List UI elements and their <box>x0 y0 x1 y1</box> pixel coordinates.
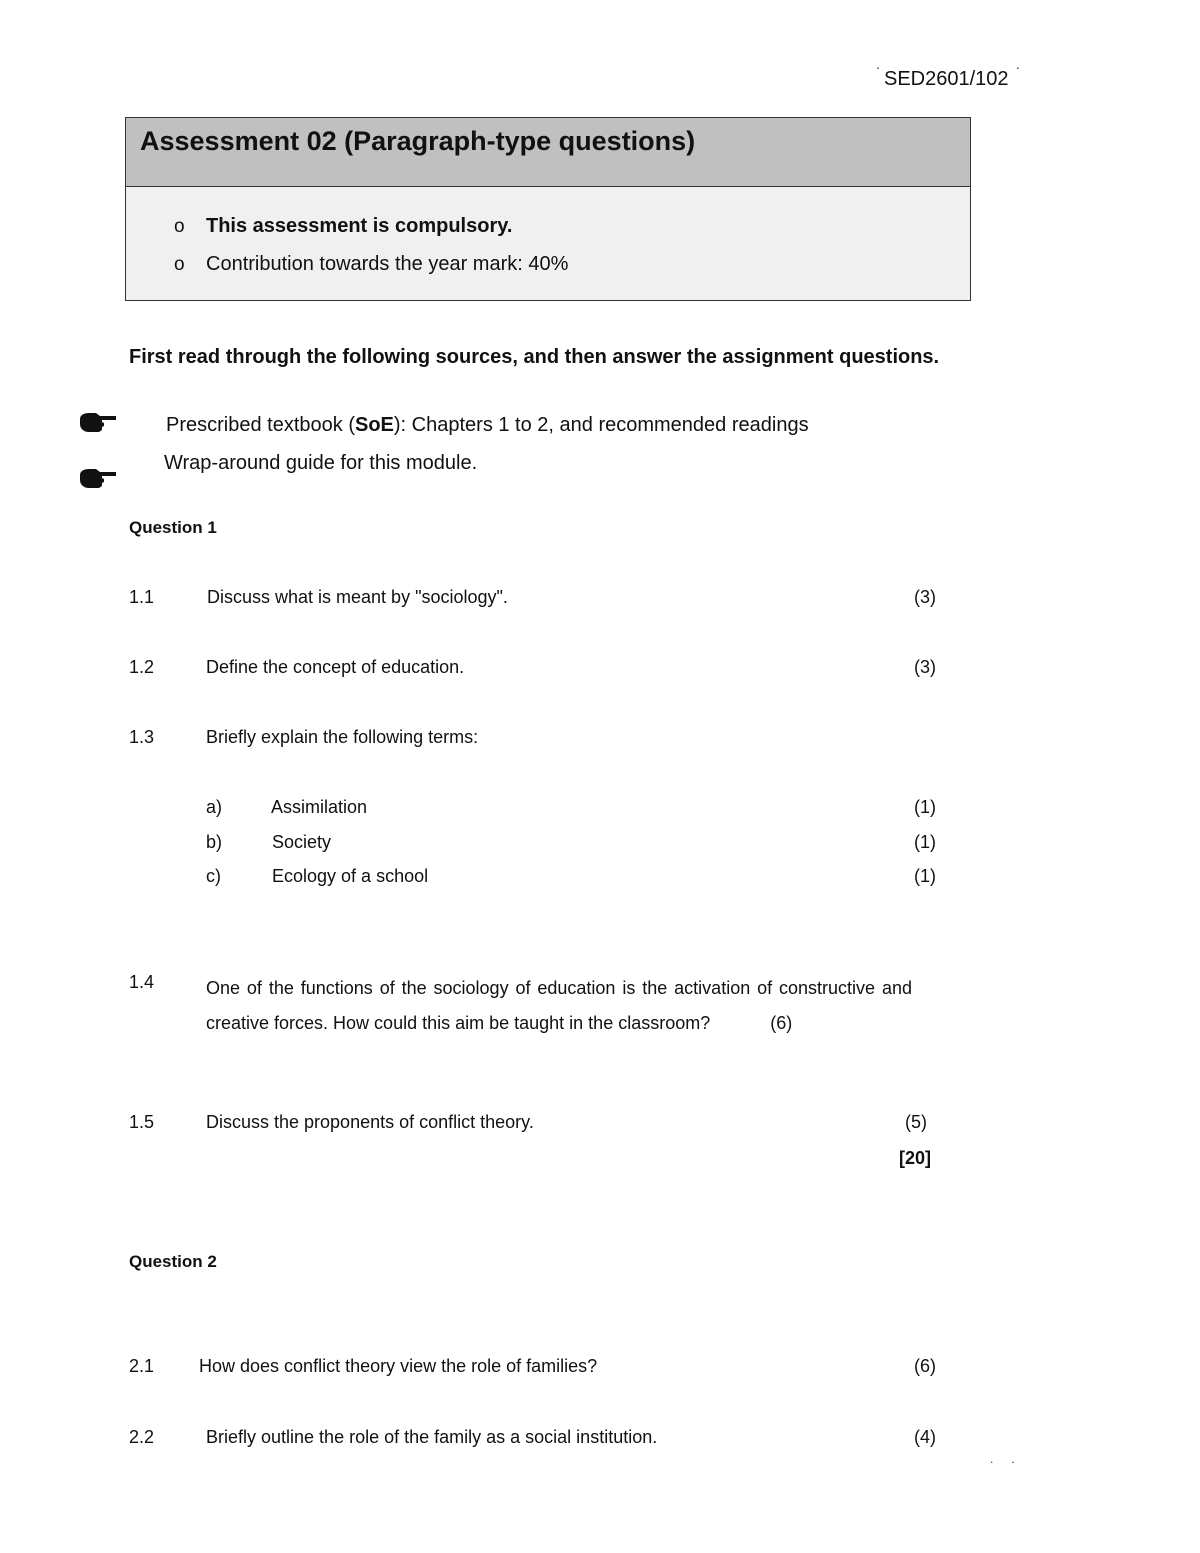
source-abbrev: SoE <box>354 414 394 436</box>
footer-marks: .. <box>990 1452 1033 1466</box>
source-text-before: Prescribed textbook ( <box>166 414 355 436</box>
source-text-after: ): Chapters 1 to 2, and recommended readings <box>393 414 809 436</box>
sub-question-letter: b) <box>206 832 223 852</box>
question-text: Briefly explain the following terms: <box>206 727 479 747</box>
pointing-hand-icon <box>78 410 118 436</box>
question-text: Define the concept of education. <box>206 657 465 677</box>
header-marks: .. <box>876 56 1156 72</box>
question-mark: (1) <box>914 832 936 852</box>
question-mark: (1) <box>914 797 936 817</box>
assessment-bullets <box>126 187 970 300</box>
instruction-text: First read through the following sources, and then answer the assignment questions. <box>129 346 940 368</box>
question-number: 1.5 <box>129 1112 155 1132</box>
bullet-marker: o <box>174 216 185 237</box>
question-text: One of the functions of the sociology of education is the activation of constructive and creative forces. How could this aim be taught in the classroom? <box>206 978 912 1033</box>
sub-question-text: Assimilation <box>271 797 368 817</box>
question-mark: (6) <box>914 1356 936 1376</box>
question-number: 1.2 <box>129 657 155 677</box>
question-1-total: [20] <box>899 1148 932 1168</box>
sub-question-text: Society <box>272 832 332 852</box>
question-1-heading: Question 1 <box>129 518 217 537</box>
bullet-compulsory <box>174 215 512 238</box>
question-mark: (1) <box>914 866 936 886</box>
source-item-guide: Wrap-around guide for this module. <box>164 452 478 474</box>
question-text: How does conflict theory view the role of families? <box>199 1356 598 1376</box>
bullet-contribution <box>174 253 568 276</box>
bullet-text: Contribution towards the year mark: 40% <box>206 253 569 275</box>
question-number: 1.3 <box>129 727 155 747</box>
sub-question-text: Ecology of a school <box>272 866 429 886</box>
question-number: 2.1 <box>129 1356 155 1376</box>
sub-question-letter: c) <box>206 866 221 886</box>
pointing-hand-icon <box>78 466 118 492</box>
question-mark: (4) <box>914 1427 936 1447</box>
question-number: 1.1 <box>129 587 155 607</box>
question-number: 1.4 <box>129 972 155 992</box>
bullet-text: This assessment is compulsory. <box>206 215 513 237</box>
question-mark: (5) <box>905 1112 927 1132</box>
question-2-heading: Question 2 <box>129 1252 217 1271</box>
assessment-info-box <box>125 117 971 301</box>
bullet-marker: o <box>174 254 185 275</box>
question-mark: (3) <box>914 657 936 677</box>
source-item-textbook <box>166 414 809 437</box>
question-mark: (6) <box>770 1013 793 1033</box>
question-text: Discuss what is meant by "sociology". <box>207 587 508 607</box>
sub-question-letter: a) <box>206 797 223 817</box>
question-number: 2.2 <box>129 1427 155 1447</box>
question-text: Briefly outline the role of the family as a social institution. <box>206 1427 658 1447</box>
assessment-header <box>126 118 970 187</box>
question-paragraph <box>206 971 912 1041</box>
document-code: SED2601/102 <box>884 68 1009 90</box>
question-mark: (3) <box>914 587 936 607</box>
assessment-title: Assessment 02 (Paragraph-type questions) <box>140 126 696 156</box>
question-text: Discuss the proponents of conflict theory. <box>206 1112 534 1132</box>
